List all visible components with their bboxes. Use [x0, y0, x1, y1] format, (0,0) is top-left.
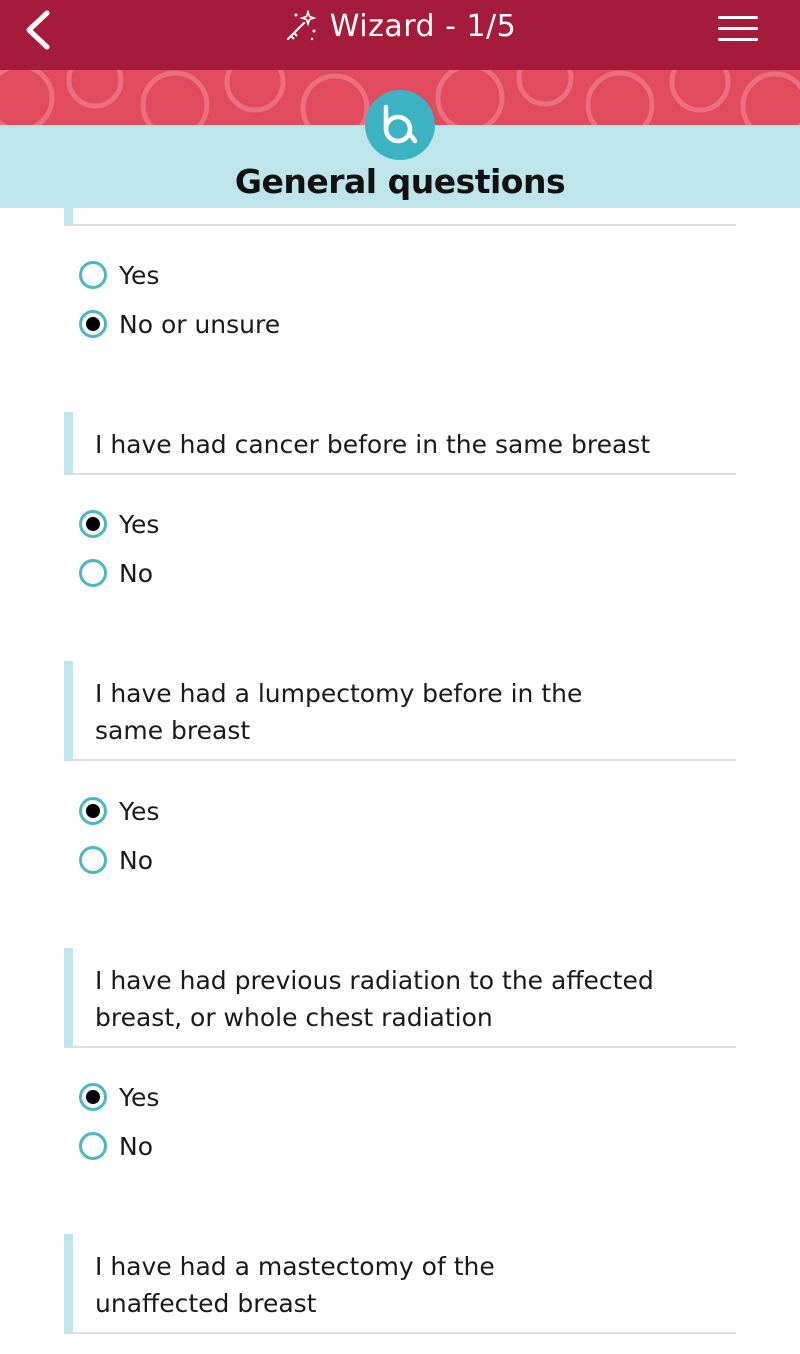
question-card [64, 1234, 736, 1334]
option-yes[interactable] [79, 793, 159, 829]
question-card [64, 661, 736, 761]
radio-unselected[interactable] [79, 846, 107, 874]
option-yes[interactable] [79, 257, 159, 293]
radio-selected[interactable] [79, 310, 107, 338]
section-title: General questions [234, 162, 566, 201]
option-label: Yes [119, 796, 160, 826]
radio-selected[interactable] [79, 797, 107, 825]
question-text: I have had previous radiation to the affected breast, or whole chest radiation [95, 966, 654, 1032]
option-label: Yes [119, 1082, 160, 1112]
radio-unselected[interactable] [79, 261, 107, 289]
option-label: No [119, 1131, 153, 1161]
question-card [64, 412, 736, 475]
option-label: No or unsure [119, 309, 281, 339]
radio-selected[interactable] [79, 1083, 107, 1111]
question-card [64, 208, 736, 226]
option-label: Yes [119, 260, 160, 290]
magic-wand-icon [284, 9, 318, 43]
question-card [64, 948, 736, 1048]
hamburger-menu-icon [718, 16, 758, 19]
option-yes[interactable] [79, 506, 159, 542]
radio-unselected[interactable] [79, 1132, 107, 1160]
question-text: I have had cancer before in the same breast [95, 430, 651, 459]
question-text: I have had a mastectomy of the unaffected breast [95, 1252, 495, 1318]
page-title: Wizard - 1/5 [329, 8, 517, 44]
option-label: Yes [119, 509, 160, 539]
app-logo-icon [365, 90, 435, 160]
menu-button[interactable] [718, 8, 758, 48]
option-no[interactable] [79, 1128, 153, 1164]
option-no[interactable] [79, 842, 153, 878]
radio-unselected[interactable] [79, 559, 107, 587]
option-label: No [119, 845, 153, 875]
radio-selected[interactable] [79, 510, 107, 538]
questions-list [0, 208, 800, 1354]
option-label: No [119, 558, 153, 588]
top-bar [0, 0, 800, 70]
option-no-or-unsure[interactable] [79, 306, 280, 342]
option-yes[interactable] [79, 1079, 159, 1115]
option-no[interactable] [79, 555, 153, 591]
title-group [0, 0, 800, 52]
question-text: I have had a lumpectomy before in the same breast [95, 679, 583, 745]
